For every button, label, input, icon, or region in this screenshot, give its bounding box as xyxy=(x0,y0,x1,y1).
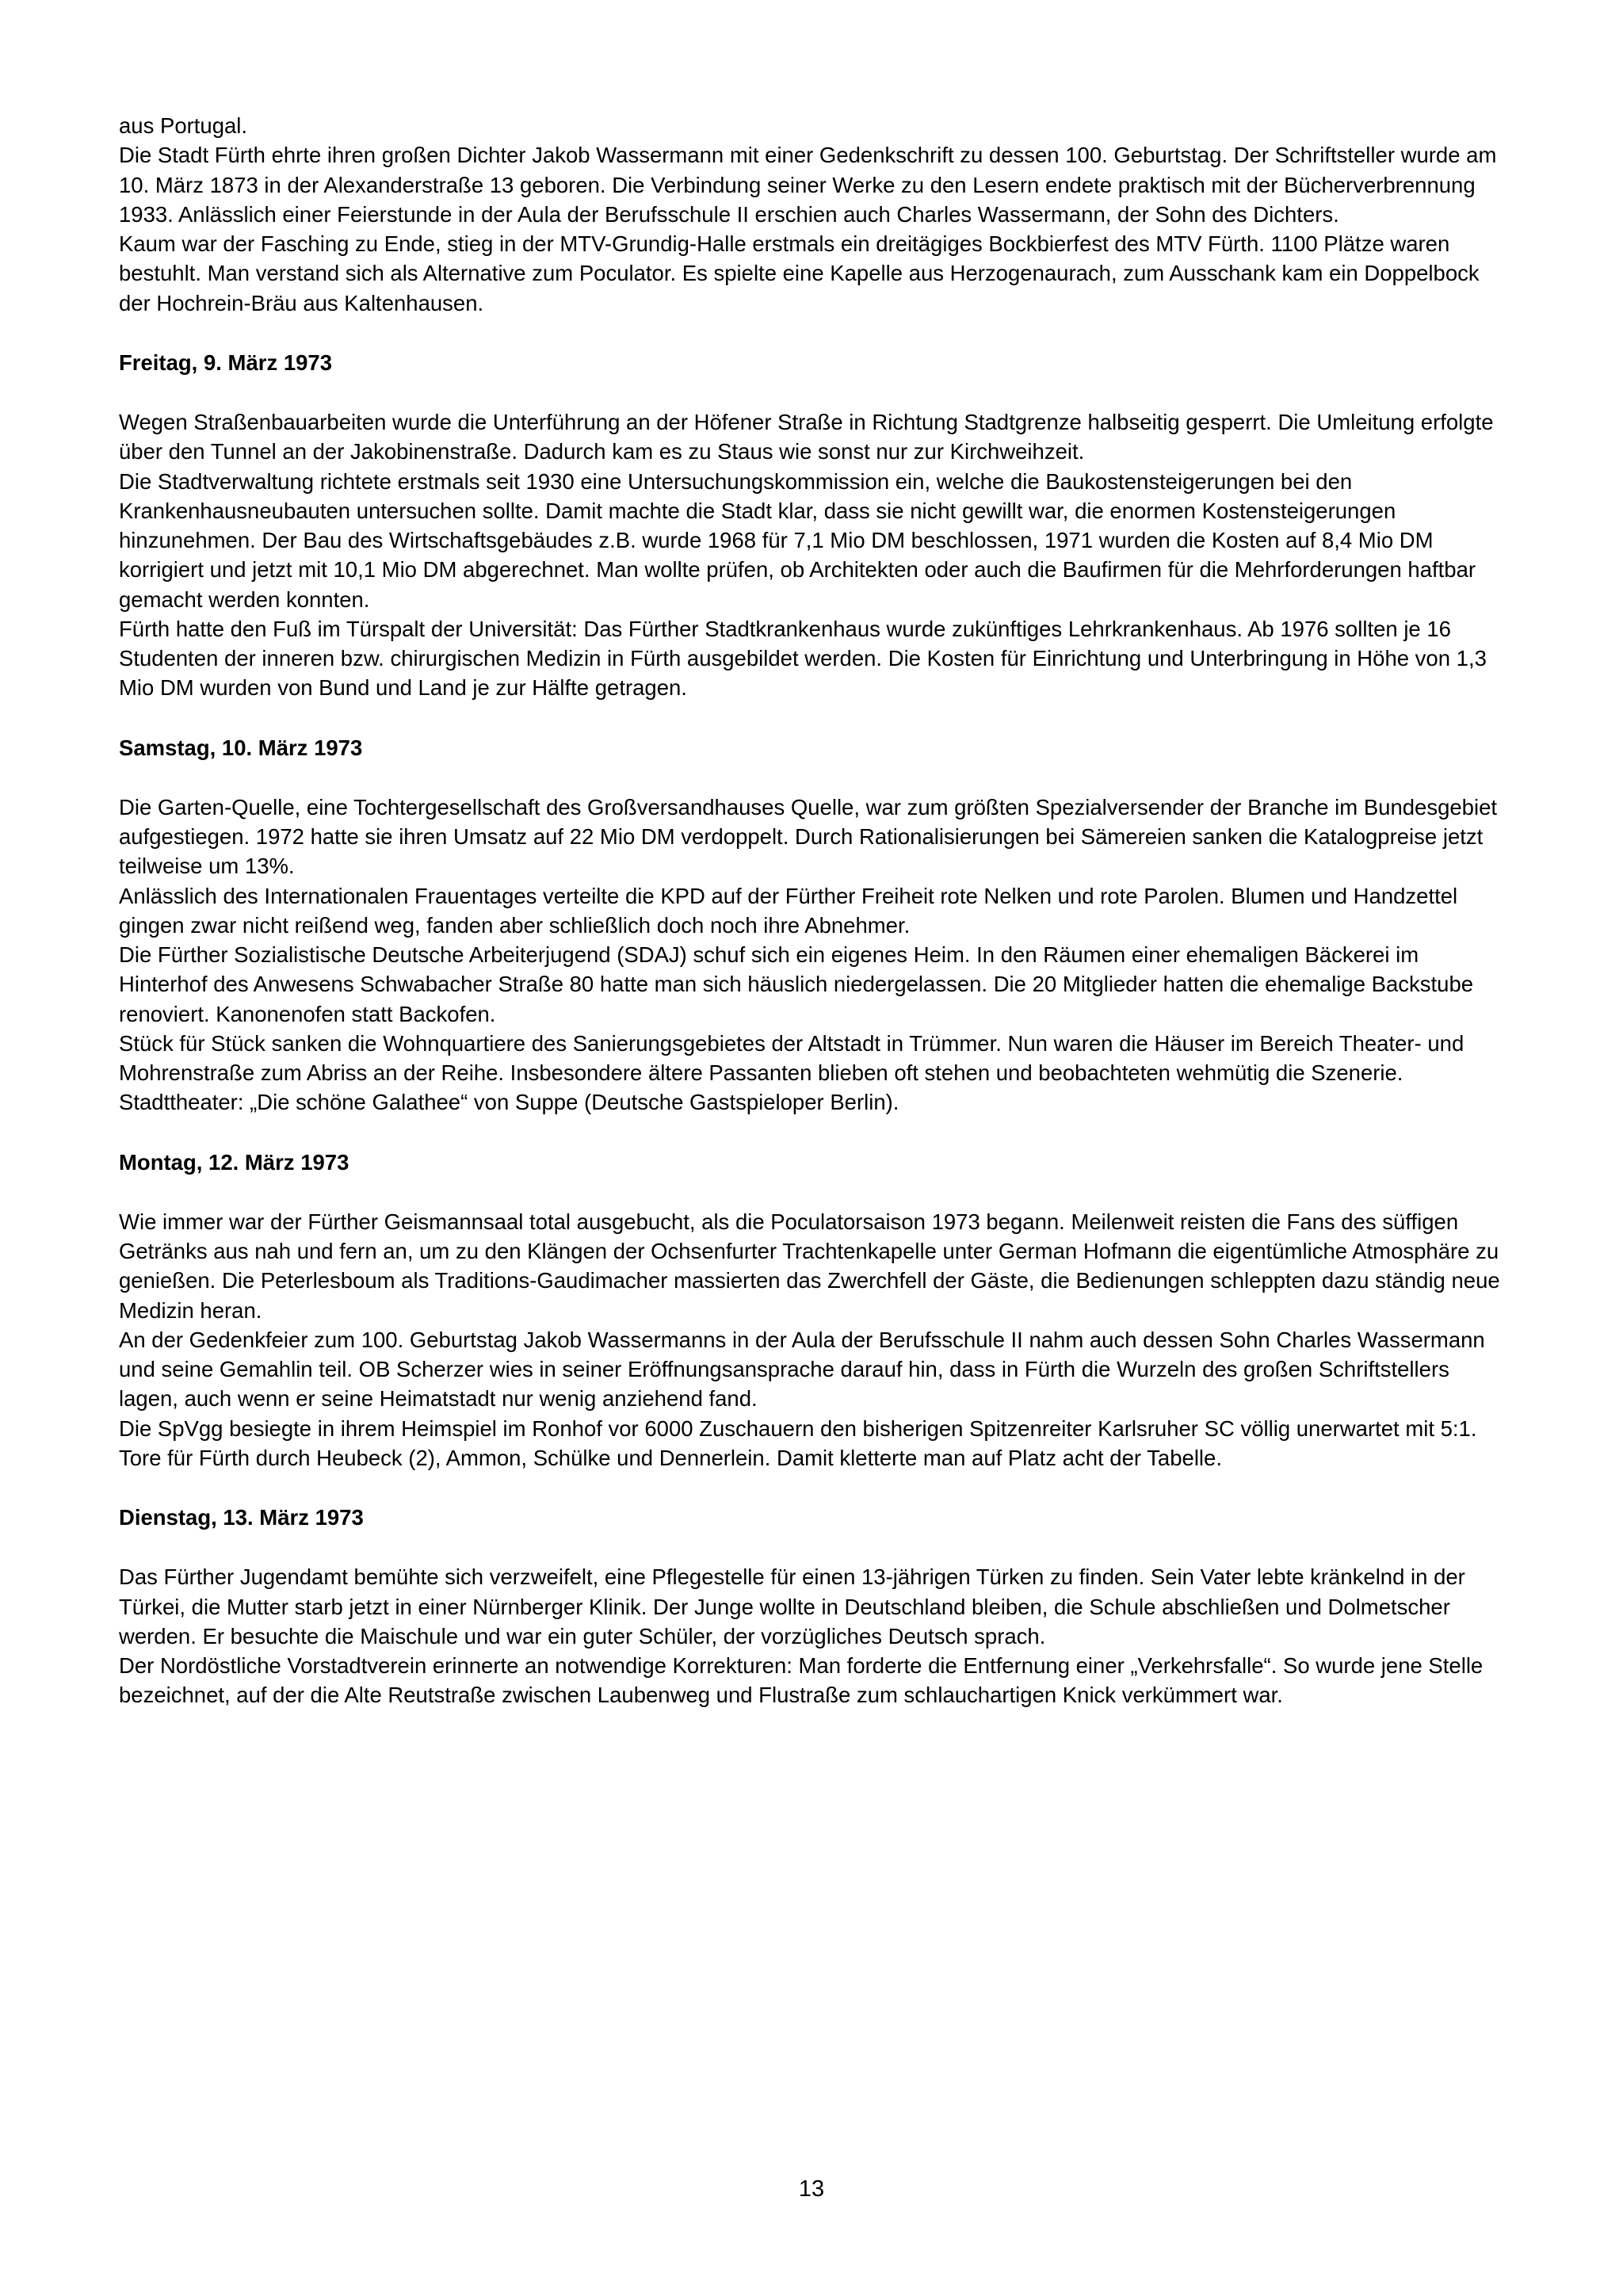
paragraph-spacer xyxy=(119,1117,1510,1148)
paragraph-spacer xyxy=(119,703,1510,733)
paragraph: Kaum war der Fasching zu Ende, stieg in der MTV-Grundig-Halle erstmals ein dreitägiges Bockbierfest des MTV Fürth. 1100 Plätze waren bestuhlt. Man verstand sich als Alternative zum Poculator. Es spielte eine Kapelle aus Herzogenaurach, zum Ausschank kam ein Doppelbock der Hochrein-Bräu aus Kaltenhausen. xyxy=(119,231,1480,315)
paragraph: Die Garten-Quelle, eine Tochtergesellschaft des Großversandhauses Quelle, war zum größten Spezialversender der Branche im Bundesgebiet aufgestiegen. 1972 hatte sie ihren Umsatz auf 22 Mio DM verdoppelt. Durch Rationalisierungen bei Sämereien sanken die Katalogpreise jetzt teilweise um 13%. xyxy=(119,794,1498,879)
section-heading: Samstag, 10. März 1973 xyxy=(119,735,363,760)
paragraph: Fürth hatte den Fuß im Türspalt der Universität: Das Fürther Stadtkrankenhaus wurde zukünftiges Lehrkrankenhaus. Ab 1976 sollten je 16 Studenten der inneren bzw. chirurgischen Medizin in Fürth ausgebildet werden. Die Kosten für Einrichtung und Unterbringung in Höhe von 1,3 Mio DM wurden von Bund und Land je zur Hälfte getragen. xyxy=(119,616,1487,701)
paragraph: An der Gedenkfeier zum 100. Geburtstag Jakob Wassermanns in der Aula der Berufsschule II nahm auch dessen Sohn Charles Wassermann und seine Gemahlin teil. OB Scherzer wies in seiner Eröffnungsansprache darauf hin, dass in Fürth die Wurzeln des großen Schriftstellers lagen, auch wenn er seine Heimatstadt nur wenig anziehend fand. xyxy=(119,1327,1485,1412)
paragraph: Die Stadt Fürth ehrte ihren großen Dichter Jakob Wassermann mit einer Gedenkschrift zu dessen 100. Geburtstag. Der Schriftsteller wurde am 10. März 1873 in der Alexanderstraße 13 geboren. Die Verbindung seiner Werke zu den Lesern endete praktisch mit der Bücherverbrennung 1933. Anlässlich einer Feierstunde in der Aula der Berufsschule II erschien auch Charles Wassermann, der Sohn des Dichters. xyxy=(119,143,1497,227)
paragraph: Die Stadtverwaltung richtete erstmals seit 1930 eine Untersuchungskommission ein, welche die Baukostensteigerungen bei den Krankenhausneubauten untersuchen sollte. Damit machte die Stadt klar, dass sie nicht gewillt war, die enormen Kostensteigerungen hinzunehmen. Der Bau des Wirtschaftsgebäudes z.B. wurde 1968 für 7,1 Mio DM beschlossen, 1971 wurden die Kosten auf 8,4 Mio DM korrigiert und jetzt mit 10,1 Mio DM abgerechnet. Man wollte prüfen, ob Architekten oder auch die Baufirmen für die Mehrforderungen haftbar gemacht werden konnten. xyxy=(119,468,1476,612)
paragraph: Das Fürther Jugendamt bemühte sich verzweifelt, eine Pflegestelle für einen 13-jährigen Türken zu finden. Sein Vater lebte kränkelnd in der Türkei, die Mutter starb jetzt in einer Nürnberger Klinik. Der Junge wollte in Deutschland bleiben, die Schule abschließen und Dolmetscher werden. Er besuchte die Maischule und war ein guter Schüler, der vorzügliches Deutsch sprach. xyxy=(119,1564,1465,1648)
paragraph-spacer xyxy=(119,1177,1510,1207)
paragraph-spacer xyxy=(119,318,1510,348)
paragraph: Der Nordöstliche Vorstadtverein erinnerte an notwendige Korrekturen: Man forderte die Entfernung einer „Verkehrsfalle“. So wurde jene Stelle bezeichnet, auf der die Alte Reutstraße zwischen Laubenweg und Flustraße zum schlauchartigen Knick verkümmert war. xyxy=(119,1653,1484,1708)
section-heading: Freitag, 9. März 1973 xyxy=(119,350,333,375)
paragraph: Stück für Stück sanken die Wohnquartiere des Sanierungsgebietes der Altstadt in Trümmer. Nun waren die Häuser im Bereich Theater- und Mohrenstraße zum Abriss an der Reihe. Insbesondere ältere Passanten blieben oft stehen und beobachteten wehmütig die Szenerie. xyxy=(119,1030,1465,1085)
paragraph: Die Fürther Sozialistische Deutsche Arbeiterjugend (SDAJ) schuf sich ein eigenes Heim. In den Räumen einer ehemaligen Bäckerei im Hinterhof des Anwesens Schwabacher Straße 80 hatte man sich häuslich niedergelassen. Die 20 Mitglieder hatten die ehemalige Backstube renoviert. Kanonenofen statt Backofen. xyxy=(119,942,1474,1026)
paragraph: aus Portugal. xyxy=(119,113,248,138)
paragraph-spacer xyxy=(119,1473,1510,1503)
paragraph: Die SpVgg besiegte in ihrem Heimspiel im Ronhof vor 6000 Zuschauern den bisherigen Spitzenreiter Karlsruher SC völlig unerwartet mit 5:1. Tore für Fürth durch Heubeck (2), Ammon, Schülke und Dennerlein. Damit kletterte man auf Platz acht der Tabelle. xyxy=(119,1415,1477,1470)
paragraph-spacer xyxy=(119,762,1510,793)
paragraph: Wie immer war der Fürther Geismannsaal total ausgebucht, als die Poculatorsaison 1973 begann. Meilenweit reisten die Fans des süffigen Getränks aus nah und fern an, um zu den Klängen der Ochsenfurter Trachtenkapelle unter German Hofmann die eigentümliche Atmosphäre zu genießen. Die Peterlesboum als Traditions-Gaudimacher massierten das Zwerchfell der Gäste, die Bedienungen schleppten dazu ständig neue Medizin heran. xyxy=(119,1209,1500,1323)
section-heading: Montag, 12. März 1973 xyxy=(119,1149,349,1175)
paragraph: Anlässlich des Internationalen Frauentages verteilte die KPD auf der Fürther Freiheit rote Nelken und rote Parolen. Blumen und Handzettel gingen zwar nicht reißend weg, fanden aber schließlich doch noch ihre Abnehmer. xyxy=(119,883,1458,938)
paragraph-spacer xyxy=(119,377,1510,407)
paragraph: Stadttheater: „Die schöne Galathee“ von Suppe (Deutsche Gastspieloper Berlin). xyxy=(119,1090,899,1115)
paragraph: Wegen Straßenbauarbeiten wurde die Unterführung an der Höfener Straße in Richtung Stadtgrenze halbseitig gesperrt. Die Umleitung erfolgte über den Tunnel an der Jakobinenstraße. Dadurch kam es zu Staus wie sonst nur zur Kirchweihzeit. xyxy=(119,410,1494,464)
document-body xyxy=(119,111,1510,1710)
page-number: 13 xyxy=(798,2176,825,2202)
paragraph-spacer xyxy=(119,1532,1510,1562)
section-heading: Dienstag, 13. März 1973 xyxy=(119,1505,364,1530)
